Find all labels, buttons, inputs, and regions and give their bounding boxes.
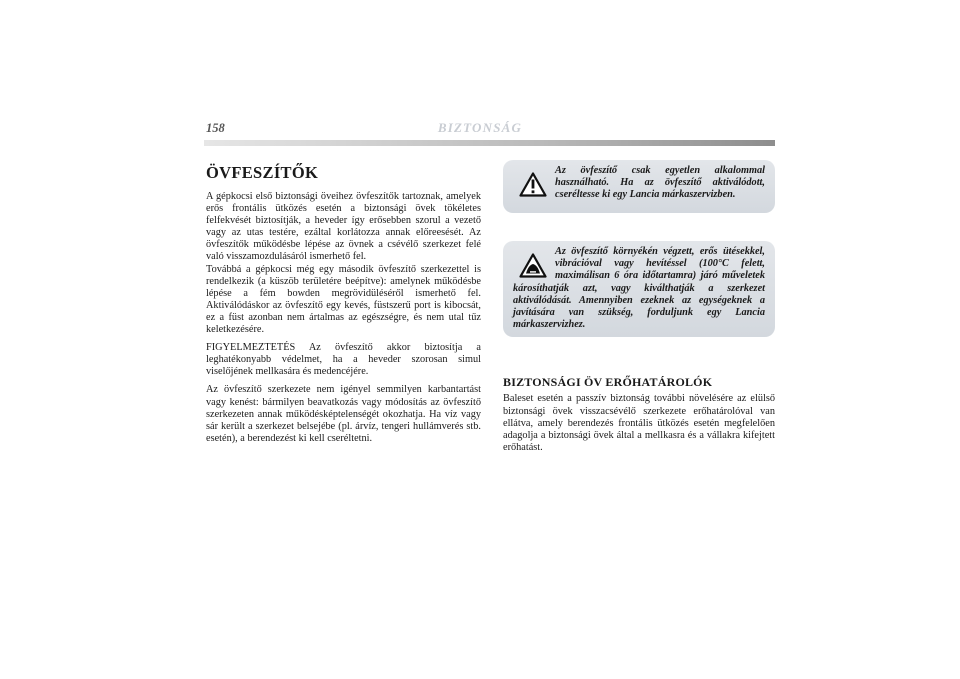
paragraph-force-limiters: Baleset esetén a passzív biztonság további növelésére az elülső biztonsági övek visszacsévélő szerkezete erőhatárolóval van ellátva, amely berendezés frontális ütközés esetén megfelelően adagolja a biztonsági övek által a mellkasra és a vállakra kifejtett erőhatást.: [503, 393, 775, 453]
header-rule: [204, 140, 775, 146]
warning-box-single-use: [503, 160, 775, 213]
paragraph-maintenance: Az övfeszítő szerkezete nem igényel semmilyen karbantartást vagy kenést: bármilyen beavatkozás vagy módosítás az övfeszítő szerkezeten annak működésképtelenségét okozhatja. Ha víz vagy sár került a szerkezet belsejébe (pl. árvíz, tengeri hullámverés stb. esetén), a berendezést ki kell cseréltetni.: [206, 384, 481, 444]
left-column: [206, 163, 481, 451]
warning-text-damage: Az övfeszítő környékén végzett, erős ütésekkel, vibrációval vagy hevítéssel (100°C felett, maximálisan 6 óra időtartamra) járó műveletek károsíthatják azt, vagy kiválthatják a szerkezet aktiválódását. Amennyiben ezeknek az egységeknek a javítására van szükség, forduljunk egy Lancia márkaszervizhez.: [513, 246, 765, 331]
right-column: [503, 160, 775, 460]
warning-box-damage: [503, 241, 775, 337]
warning-text-single-use: Az övfeszítő csak egyetlen alkalommal használható. Ha az övfeszítő aktiválódott, cseréltesse ki egy Lancia márkaszervizben.: [555, 165, 765, 201]
warning-triangle-icon: [513, 169, 553, 199]
page-number: 158: [206, 121, 225, 135]
page-title: ÖVFESZÍTŐK: [206, 163, 319, 182]
paragraph-intro: A gépkocsi első biztonsági öveihez övfeszítők tartoznak, amelyek erős frontális ütközés esetén a biztonsági övek tökéletes felfekvését biztosítják, a heveder így erősebben szorul a vezető vagy az utas testére, ezáltal korlátozza annak előreesését. Az övfeszítők működésbe lépése az övnek a csévélő szerkezet felé való visszamozdulásáról ismerhető fel.: [206, 191, 481, 263]
section-header: BIZTONSÁG: [437, 120, 523, 135]
section-title-force-limiters: BIZTONSÁGI ÖV ERŐHATÁROLÓK: [503, 375, 713, 390]
caution-triangle-icon: [513, 250, 553, 280]
paragraph-second-pretensioner: Továbbá a gépkocsi még egy második övfeszítő szerkezettel is rendelkezik (a küszöb területére beépítve): amelynek működésbe lépése a fém bowden megrövidüléséről ismerhető fel. Aktiválódáskor az övfeszítő egy kevés, füstszerű port is kibocsát, ez a füst azonban nem ártalmas az egészségre, és nem utal tűz keletkezésére.: [206, 263, 481, 336]
paragraph-warning-note: FIGYELMEZTETÉS Az övfeszítő akkor biztosítja a leghatékonyabb védelmet, ha a heveder szorosan simul viselőjének mellkasára és medencéjére.: [206, 342, 481, 378]
